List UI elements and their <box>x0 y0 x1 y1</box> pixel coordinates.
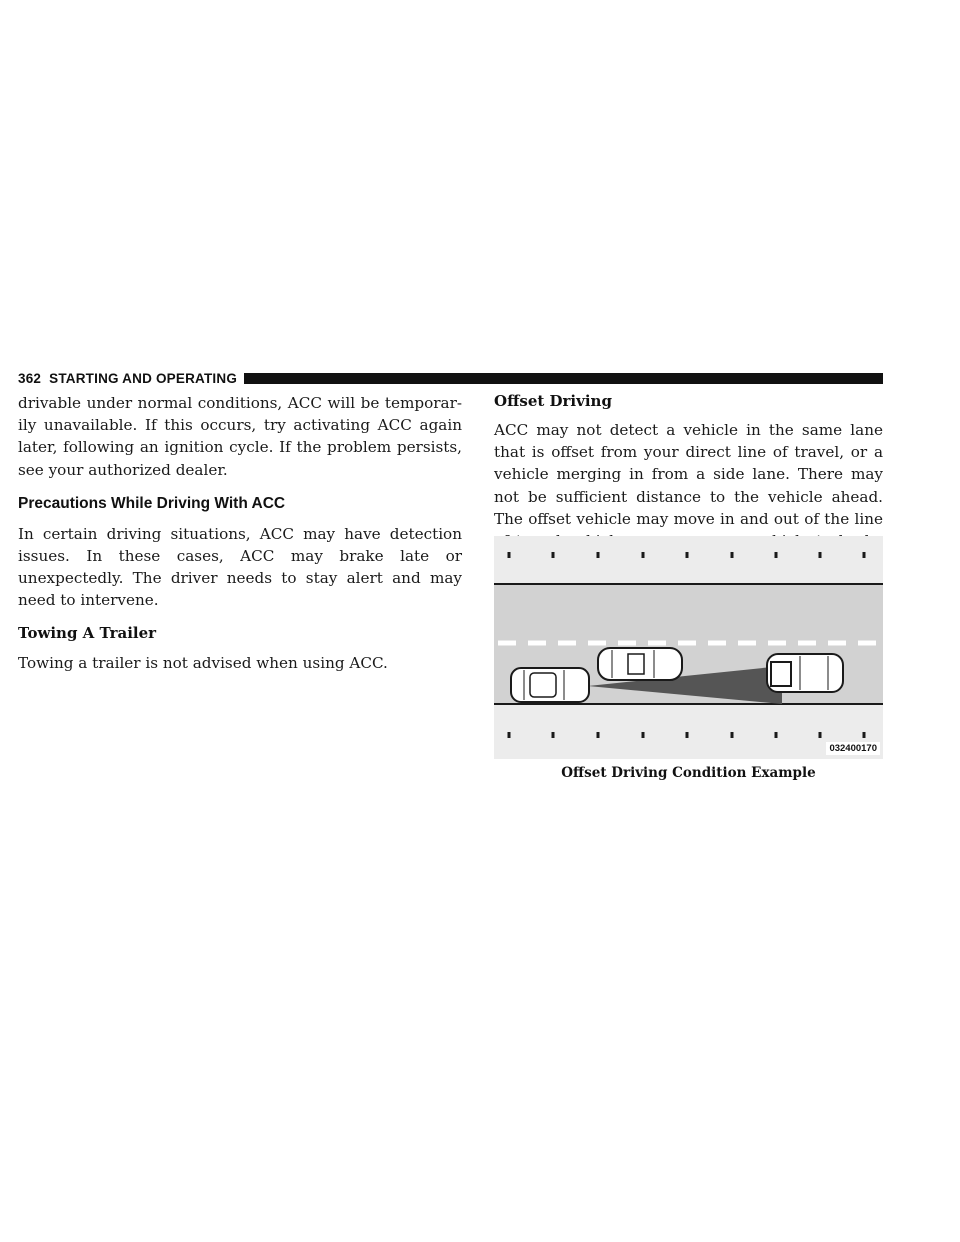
intro-paragraph: drivable under normal conditions, ACC will be temporar-ily unavailable. If this occurs, try activating ACC again later, following an ignition cycle. If the problem persists, see your authorized dealer. <box>18 394 462 479</box>
figure-id: 032400170 <box>826 742 880 755</box>
page-number: 362 <box>18 370 42 386</box>
offset-heading: Offset Driving <box>494 392 612 410</box>
header-rule <box>244 373 883 384</box>
following-car-icon <box>511 668 589 702</box>
offset-car-icon <box>598 648 682 680</box>
page-header <box>18 370 883 386</box>
figure-caption: Offset Driving Condition Example <box>561 765 816 781</box>
offset-driving-figure <box>494 536 883 759</box>
precautions-paragraph: In certain driving situations, ACC may have detection issues. In these cases, ACC may brake late or unexpectedly. The driver needs to stay alert and may need to intervene. <box>18 524 462 610</box>
precautions-heading: Precautions While Driving With ACC <box>18 494 286 512</box>
left-column <box>18 392 462 674</box>
towing-paragraph: Towing a trailer is not advised when using ACC. <box>18 653 388 672</box>
lead-car-icon <box>767 654 843 692</box>
section-title: STARTING AND OPERATING <box>49 370 238 386</box>
road-illustration <box>494 536 883 759</box>
towing-heading: Towing A Trailer <box>18 623 157 642</box>
offset-paragraph: ACC may not detect a vehicle in the same lane that is offset from your direct line of travel, or a vehicle merging in from a side lane. There may not be sufficient distance to the vehicle ahead. The offset vehicle may move in and out of the line <box>494 421 883 528</box>
